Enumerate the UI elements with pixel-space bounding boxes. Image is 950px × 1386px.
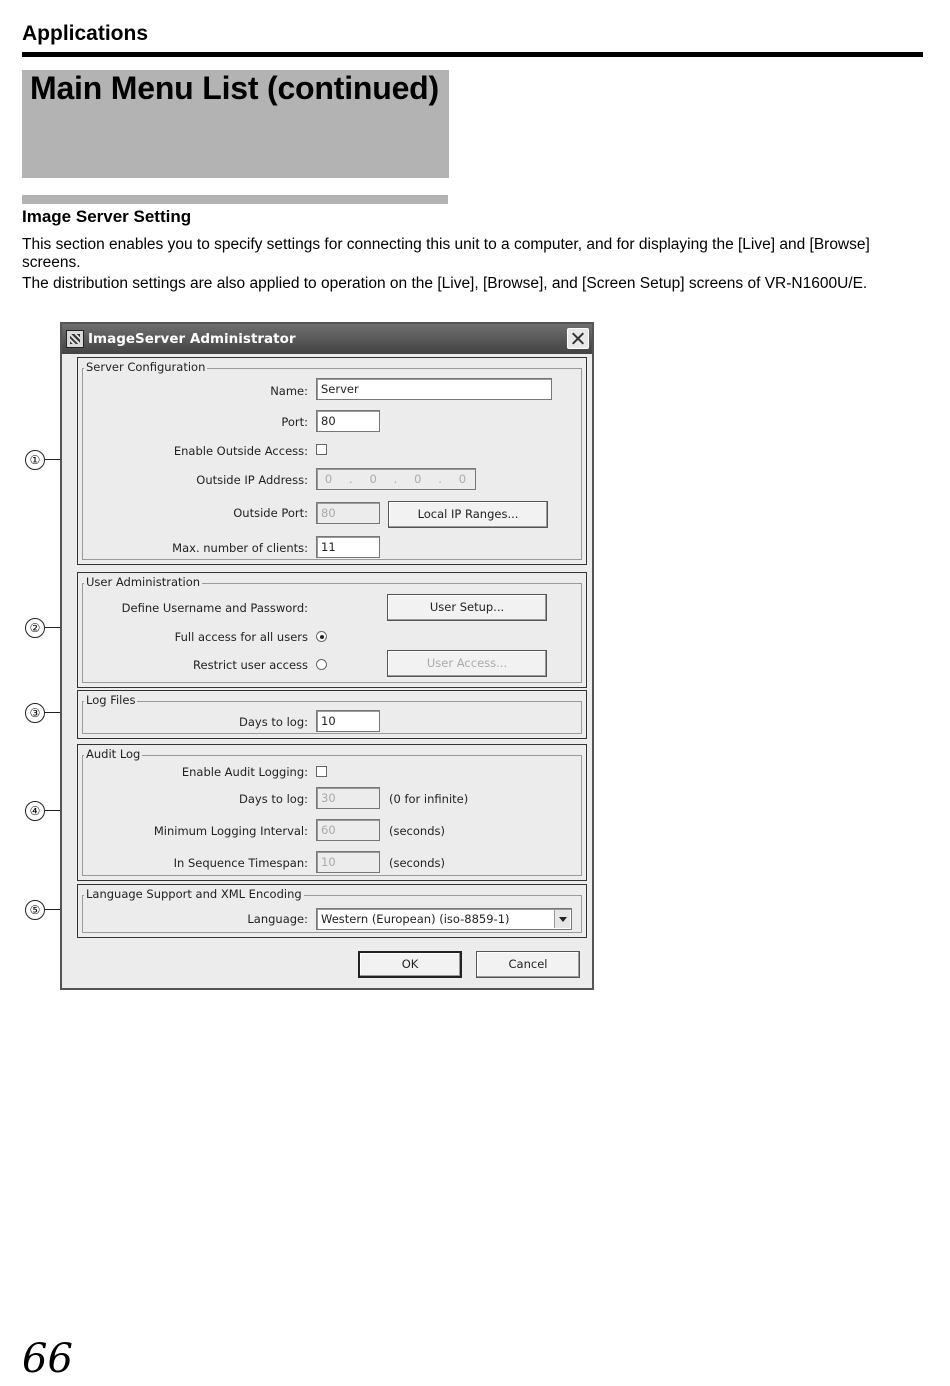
audit-days-label: Days to log: <box>239 792 308 806</box>
app-icon <box>66 330 84 348</box>
outside-port-label: Outside Port: <box>233 506 308 520</box>
max-clients-field[interactable]: 11 <box>316 536 380 558</box>
port-label: Port: <box>281 415 308 429</box>
name-field[interactable]: Server <box>316 378 552 400</box>
min-interval-note: (seconds) <box>389 824 445 838</box>
min-interval-label: Minimum Logging Interval: <box>153 824 308 838</box>
language-select[interactable] <box>316 908 572 930</box>
define-username-label: Define Username and Password: <box>121 601 308 615</box>
language-group <box>77 884 587 938</box>
language-label: Language: <box>247 912 308 926</box>
full-access-radio[interactable] <box>316 631 327 642</box>
user-admin-legend: User Administration <box>86 575 201 589</box>
callout-4: ④ <box>25 801 45 821</box>
dialog-title: ImageServer Administrator <box>88 331 296 347</box>
enable-audit-checkbox[interactable] <box>316 766 327 777</box>
restrict-access-label: Restrict user access <box>193 658 308 672</box>
close-button[interactable] <box>567 328 589 349</box>
chevron-down-icon[interactable] <box>554 910 570 928</box>
title-underbar <box>22 195 448 204</box>
restrict-access-radio[interactable] <box>316 659 327 670</box>
header-rule <box>22 52 923 57</box>
audit-days-field[interactable]: 30 <box>316 787 380 809</box>
outside-ip-label: Outside IP Address: <box>196 473 308 487</box>
user-admin-group <box>77 572 587 688</box>
enable-outside-access-label: Enable Outside Access: <box>173 444 308 458</box>
log-days-field[interactable]: 10 <box>316 710 380 732</box>
server-config-legend: Server Configuration <box>86 360 206 374</box>
port-field[interactable]: 80 <box>316 410 380 432</box>
language-legend: Language Support and XML Encoding <box>86 887 302 901</box>
callout-2: ② <box>25 618 45 638</box>
user-access-button[interactable]: User Access... <box>387 650 547 677</box>
callout-1: ① <box>25 450 45 470</box>
outside-ip-field[interactable]: 0 . 0 . 0 . 0 <box>316 468 476 490</box>
full-access-label: Full access for all users <box>174 630 308 644</box>
timespan-field[interactable]: 10 <box>316 851 380 873</box>
ok-button[interactable]: OK <box>358 951 462 978</box>
user-setup-button[interactable]: User Setup... <box>387 594 547 621</box>
audit-days-note: (0 for infinite) <box>389 792 469 806</box>
timespan-note: (seconds) <box>389 856 445 870</box>
audit-log-group <box>77 744 587 881</box>
distribution-paragraph: The distribution settings are also applied to operation on the [Live], [Browse], and [Screen Setup] screens of VR-N1600U/E. <box>22 275 868 292</box>
dialog-titlebar[interactable] <box>62 324 592 354</box>
log-days-label: Days to log: <box>239 715 308 729</box>
section-title: Applications <box>22 22 149 45</box>
log-files-legend: Log Files <box>86 693 136 707</box>
server-config-group <box>77 357 587 565</box>
log-files-group <box>77 690 587 739</box>
intro-paragraph: This section enables you to specify settings for connecting this unit to a computer, and for displaying the [Live] and [Browse] screens. <box>22 236 870 271</box>
local-ip-ranges-button[interactable]: Local IP Ranges... <box>388 501 548 528</box>
max-clients-label: Max. number of clients: <box>172 541 308 555</box>
enable-audit-label: Enable Audit Logging: <box>181 765 308 779</box>
min-interval-field[interactable]: 60 <box>316 819 380 841</box>
language-select-value: Western (European) (iso-8859-1) <box>321 912 510 926</box>
imageserver-admin-dialog <box>60 322 594 990</box>
enable-outside-access-checkbox[interactable] <box>316 444 327 455</box>
name-label: Name: <box>270 384 308 398</box>
page-number: 66 <box>22 1336 73 1382</box>
outside-port-field[interactable]: 80 <box>316 502 380 524</box>
cancel-button[interactable]: Cancel <box>476 951 580 978</box>
timespan-label: In Sequence Timespan: <box>173 856 308 870</box>
callout-3: ③ <box>25 703 45 723</box>
subsection-heading: Image Server Setting <box>22 207 192 226</box>
page-title: Main Menu List (continued) <box>30 70 439 106</box>
audit-log-legend: Audit Log <box>86 747 141 761</box>
callout-5: ⑤ <box>25 900 45 920</box>
